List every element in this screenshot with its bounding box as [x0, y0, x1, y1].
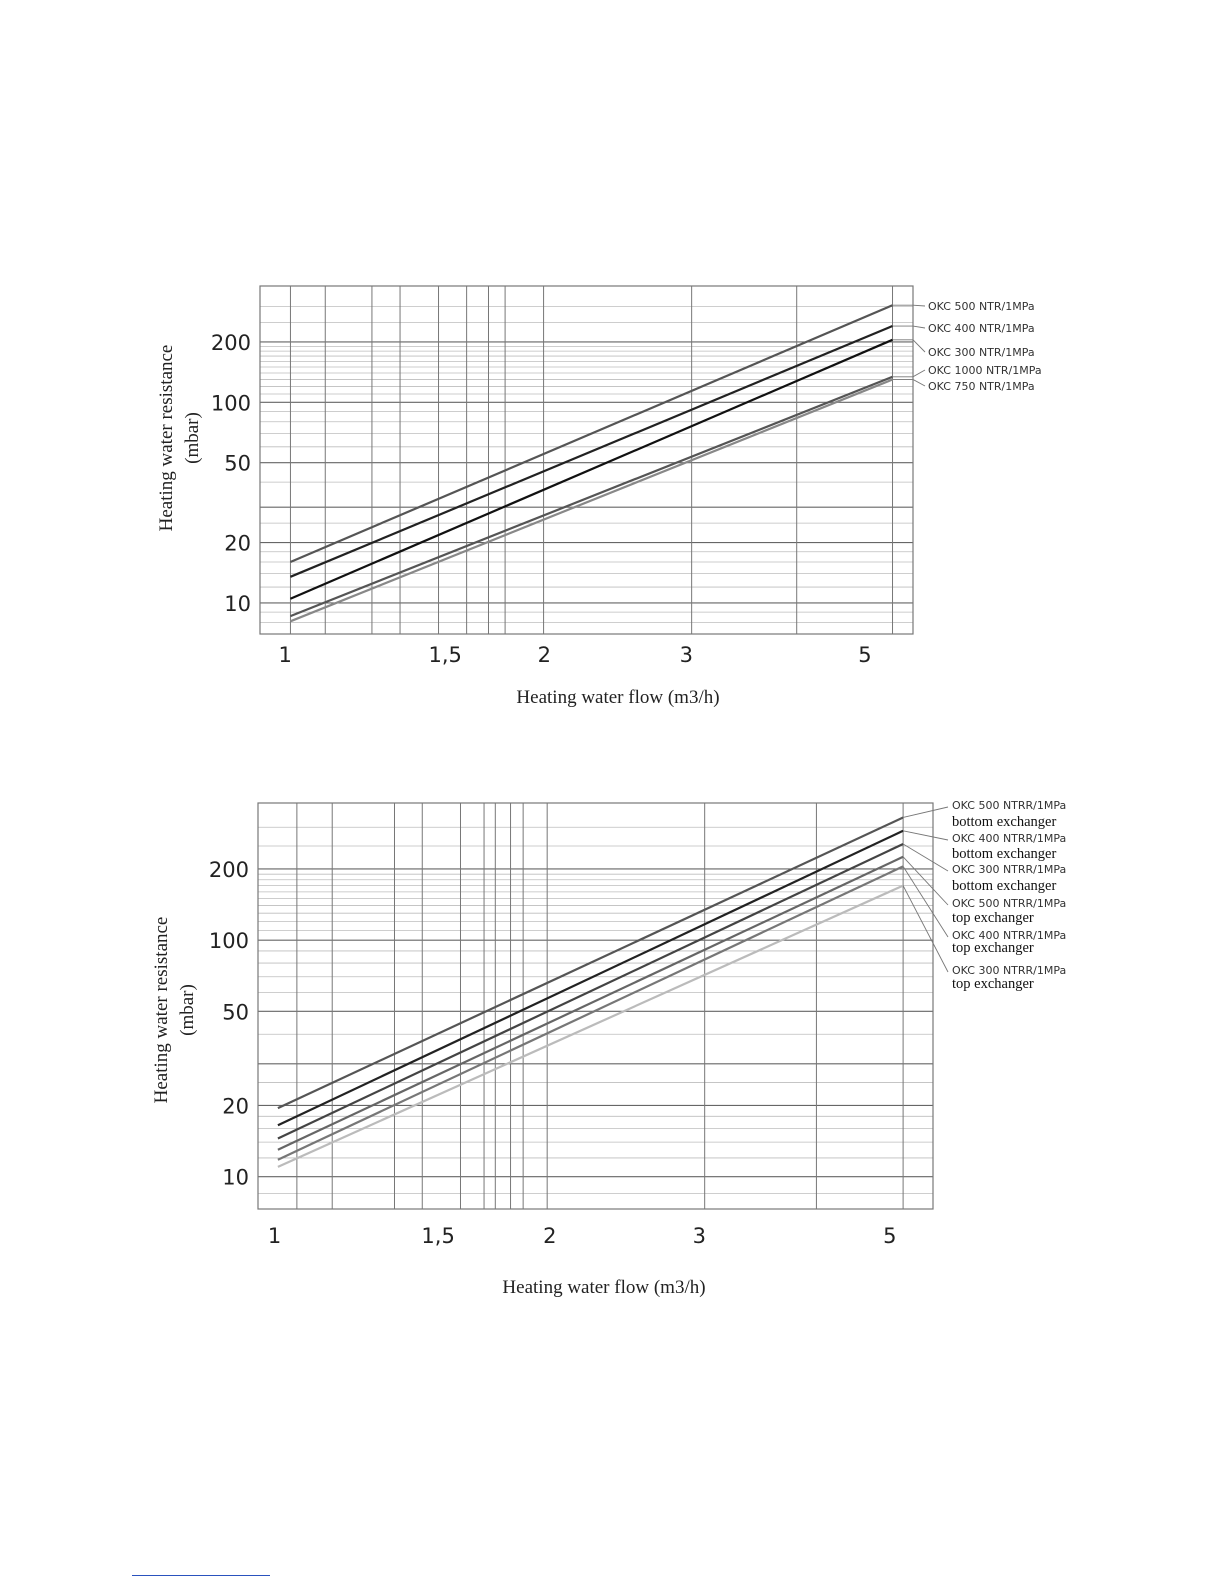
legend-note: bottom exchanger	[952, 878, 1057, 894]
series-line-5	[290, 380, 892, 622]
legend-leader	[903, 844, 948, 871]
legend-leader	[893, 305, 925, 306]
legend-label: OKC 1000 NTR/1MPa	[928, 364, 1042, 377]
y-tick-label: 200	[210, 330, 251, 355]
legend-label: OKC 400 NTRR/1MPa	[952, 929, 1067, 942]
legend-note: top exchanger	[952, 940, 1034, 956]
y-axis-title: Heating water resistance	[156, 344, 177, 532]
legend-note: bottom exchanger	[952, 814, 1057, 830]
legend-label: OKC 500 NTRR/1MPa	[952, 897, 1067, 910]
y-axis-title: Heating water resistance	[151, 916, 172, 1104]
y-tick-label: 10	[222, 1165, 249, 1190]
legend-label: OKC 300 NTRR/1MPa	[952, 863, 1067, 876]
legend-leader	[903, 807, 948, 817]
x-tick-label: 2	[537, 643, 551, 667]
series-line-2	[290, 326, 892, 577]
x-tick-label: 3	[692, 1224, 707, 1248]
series-line-3	[290, 340, 892, 599]
x-tick-label: 1,5	[428, 643, 462, 667]
legend-label: OKC 400 NTR/1MPa	[928, 322, 1035, 335]
x-tick-label: 1	[278, 643, 292, 667]
y-axis-title-unit: (mbar)	[177, 984, 198, 1036]
legend-leader	[903, 831, 948, 840]
y-tick-label: 20	[224, 531, 251, 556]
x-axis-title: Heating water flow (m3/h)	[516, 687, 720, 708]
chart-2	[151, 799, 1066, 1298]
legend-note: top exchanger	[952, 910, 1034, 926]
y-tick-label: 10	[224, 591, 251, 616]
x-tick-label: 5	[883, 1224, 897, 1248]
legend-leader	[893, 379, 925, 386]
legend-label: OKC 750 NTR/1MPa	[928, 380, 1035, 393]
x-tick-label: 2	[543, 1224, 557, 1248]
chart-1	[156, 286, 1042, 708]
legend-label: OKC 300 NTRR/1MPa	[952, 964, 1067, 977]
legend-label: OKC 500 NTR/1MPa	[928, 300, 1035, 313]
legend-leader	[903, 866, 948, 937]
legend-note: bottom exchanger	[952, 846, 1057, 862]
series-line-5	[278, 866, 903, 1159]
x-tick-label: 1	[267, 1224, 282, 1248]
legend-label: OKC 500 NTRR/1MPa	[952, 799, 1067, 812]
x-tick-label: 1,5	[421, 1224, 455, 1248]
legend-leader	[893, 326, 925, 328]
y-tick-label: 20	[222, 1094, 249, 1119]
footnote-separator	[132, 1575, 270, 1576]
y-axis-title-unit: (mbar)	[182, 412, 203, 464]
legend-leader	[893, 370, 925, 377]
y-tick-label: 200	[208, 857, 249, 882]
series-line-6	[278, 886, 903, 1167]
series-line-2	[278, 831, 903, 1125]
y-tick-label: 100	[208, 929, 249, 954]
series-line-3	[278, 844, 903, 1139]
y-tick-label: 50	[224, 451, 251, 476]
legend-note: top exchanger	[952, 976, 1034, 992]
x-tick-label: 3	[679, 643, 694, 667]
legend-label: OKC 400 NTRR/1MPa	[952, 832, 1067, 845]
legend-label: OKC 300 NTR/1MPa	[928, 346, 1035, 359]
series-line-4	[290, 377, 892, 616]
y-tick-label: 100	[210, 391, 251, 416]
x-tick-label: 5	[858, 643, 872, 667]
x-axis-title: Heating water flow (m3/h)	[502, 1277, 706, 1298]
y-tick-label: 50	[222, 1000, 249, 1025]
